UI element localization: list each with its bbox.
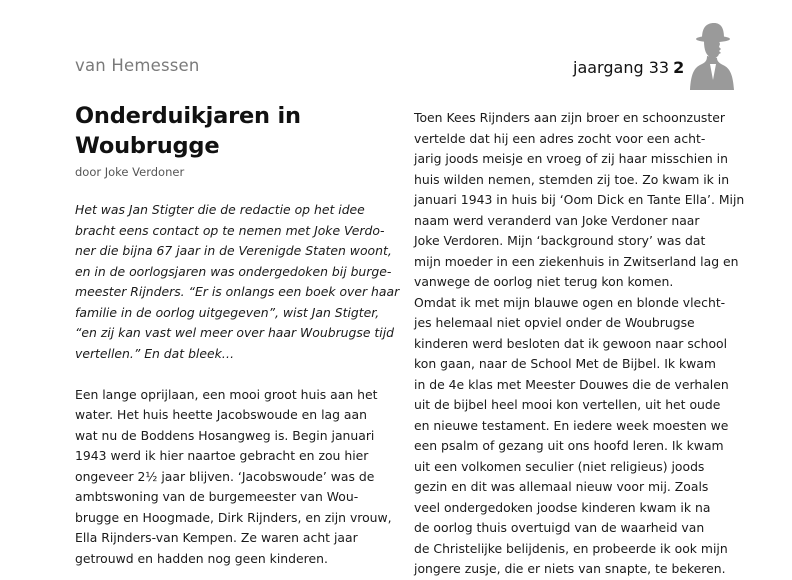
body-line: Een lange oprijlaan, een mooi groot huis aan het [75,386,378,402]
body-line: getrouwd en hadden nog geen kinderen. [75,550,328,566]
hatted-man-silhouette-icon [688,20,736,90]
body-line: naam werd veranderd van Joke Verdoner naar [414,212,700,228]
issue-label [573,58,684,77]
body-line: in de 4e klas met Meester Douwes die de verhalen [414,376,729,392]
body-line: januari 1943 in huis bij ‘Oom Dick en Tante Ella’. Mijn [414,192,745,207]
body-line: Toen Kees Rijnders aan zijn broer en schoonzuster [414,110,725,125]
body-line: vanwege de oorlog niet terug kon komen. [414,274,674,289]
body-line: jongere zusje, die er niets van snapte, te bekeren. [414,561,726,576]
body-line: de oorlog thuis overtuigd van de waarheid van [414,520,705,535]
body-line: de Christelijke belijdenis, en probeerde ik ook mijn [414,540,728,556]
article-intro [75,200,400,364]
article-byline: door Joke Verdoner [75,165,185,179]
title-line-1: Onderduikjaren in [75,103,301,129]
article-title [75,101,375,161]
body-line: jes helemaal niet opviel onder de Woubrugse [414,315,695,330]
body-line: jarig joods meisje en vroeg of zij haar misschien in [414,151,728,166]
header-author: van Hemessen [75,56,200,75]
left-column [75,101,400,569]
body-line: uit de bijbel heel mooi kon vertellen, uit het oude [414,397,721,412]
intro-line: Het was Jan Stigter die de redactie op het idee [75,202,365,217]
intro-line: en in de oorlogsjaren was ondergedoken bij burge- [75,263,392,279]
intro-line: ner die bijna 67 jaar in de Verenigde Staten woont, [75,243,392,258]
body-line: wat nu de Boddens Hosangweg is. Begin januari [75,427,375,443]
body-line: Omdat ik met mijn blauwe ogen en blonde vlecht- [414,294,726,310]
body-line: vertelde dat hij een adres zocht voor een acht- [414,130,706,146]
body-line: en nieuwe testament. En iedere week moesten we [414,417,729,433]
body-line: ongeveer 2½ jaar blijven. ‘Jacobswoude’ was de [75,468,375,484]
body-line: 1943 werd ik hier naartoe gebracht en zou hier [75,448,369,463]
body-line: Joke Verdoren. Mijn ‘background story’ was dat [414,233,706,248]
body-line: kon gaan, naar de School Met de Bijbel. Ik kwam [414,356,716,371]
intro-line: meester Rijnders. “Er is onlangs een boek over haar [75,284,400,299]
body-line: een psalm of gezang uit ons hoofd leren. Ik kwam [414,438,724,453]
body-line: gezin en dit was allemaal nieuw voor mij. Zoals [414,479,709,494]
intro-line: vertellen.” En dat bleek… [75,345,235,361]
body-line: uit een volkomen seculier (niet religieus) joods [414,458,705,474]
title-line-2: Woubrugge [75,133,220,159]
body-line: water. Het huis heette Jacobswoude en lag aan [75,407,367,422]
right-column [414,108,745,580]
body-line: mijn moeder in een ziekenhuis in Zwitserland lag en [414,253,739,269]
intro-line: bracht eens contact op te nemen met Joke Verdo- [75,222,385,238]
issue-volume: jaargang 33 [573,58,670,77]
body-line: veel ondergedoken joodse kinderen kwam ik na [414,499,711,515]
body-line: kinderen werd besloten dat ik gewoon naar school [414,335,728,351]
intro-line: familie in de oorlog uitgegeven”, wist Jan Stigter, [75,304,380,320]
body-line: ambtswoning van de burgemeester van Wou- [75,489,359,504]
body-line: Ella Rijnders-van Kempen. Ze waren acht jaar [75,530,358,545]
article-body-left [75,385,392,570]
intro-line: “en zij kan vast wel meer over haar Woubrugse tijd [75,325,395,340]
body-line: brugge en Hoogmade, Dirk Rijnders, en zijn vrouw, [75,509,392,525]
body-line: huis wilden nemen, stemden zij toe. Zo kwam ik in [414,171,730,187]
issue-number: 2 [673,58,685,77]
